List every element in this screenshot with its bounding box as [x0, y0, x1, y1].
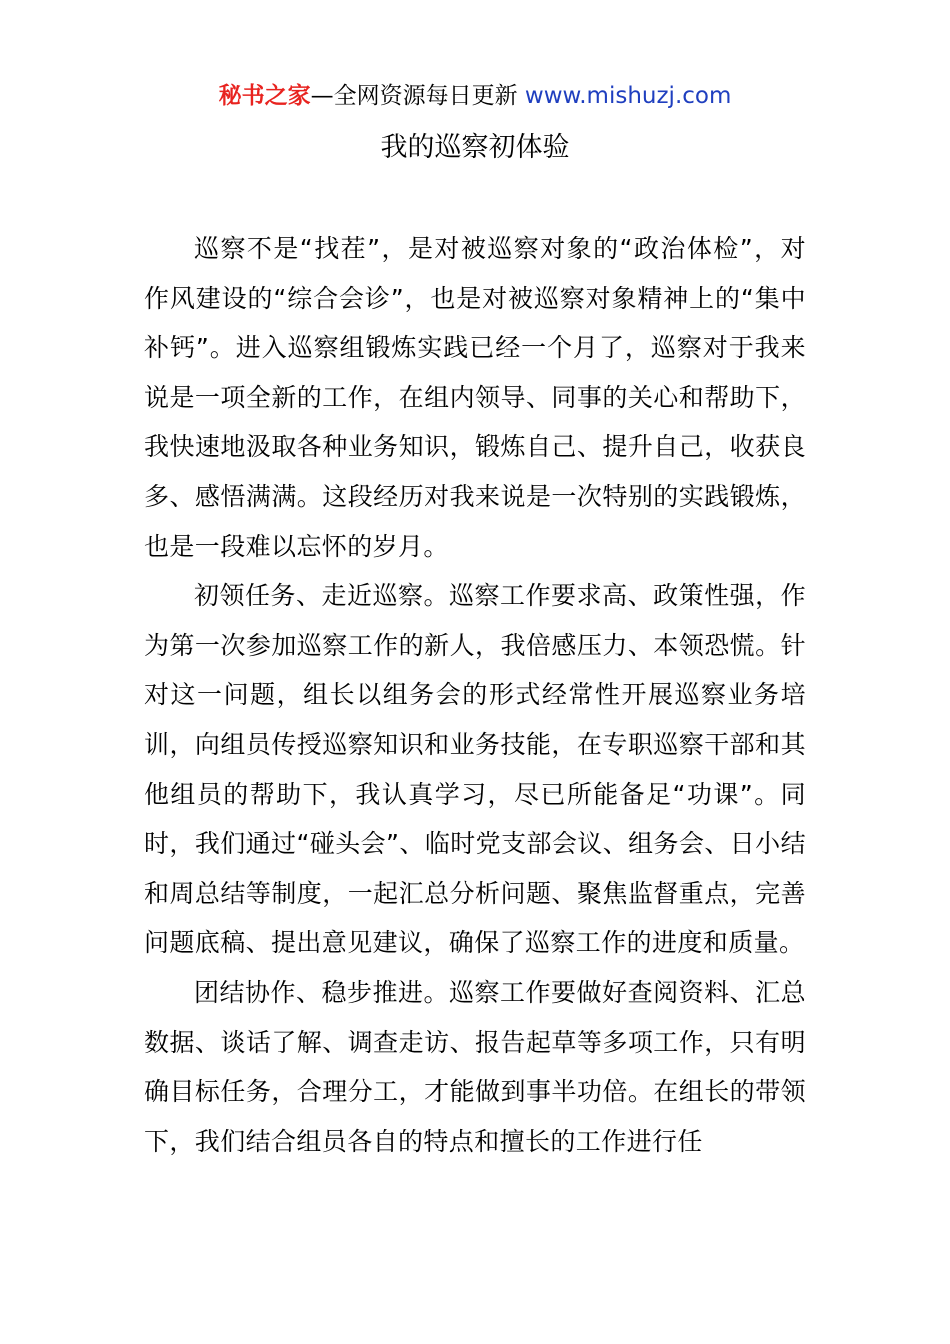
site-slogan: —全网资源每日更新 [310, 83, 518, 109]
paragraph-teamwork: 团结协作、稳步推进。巡察工作要做好查阅资料、汇总数据、谈话了解、调查走访、报告起草等多项工作，只有明确目标任务，合理分工，才能做到事半功倍。在组长的带领下，我们结合组员各自的特点和擅长的工作进行任 [144, 977, 806, 1156]
paragraph-first-task: 初领任务、走近巡察。巡察工作要求高、政策性强，作为第一次参加巡察工作的新人，我倍感压力、本领恐慌。针对这一问题，组长以组务会的形式经常性开展巡察业务培训，向组员传授巡察知识和业务技能，在专职巡察干部和其他组员的帮助下，我认真学习，尽已所能备足“功课”。同时，我们通过“碰头会”、临时党支部会议、组务会、日小结和周总结等制度，一起汇总分析问题、聚焦监督重点，完善问题底稿、提出意见建议，确保了巡察工作的进度和质量。 [144, 581, 806, 958]
document-title: 我的巡察初体验 [380, 132, 570, 163]
document-body [144, 224, 806, 1166]
site-brand: 秘书之家 [218, 83, 311, 109]
paragraph-intro: 巡察不是“找茬”，是对被巡察对象的“政治体检”，对作风建设的“综合会诊”，也是对被巡察对象精神上的“集中补钙”。进入巡察组锻炼实践已经一个月了，巡察对于我来说是一项全新的工作，在组内领导、同事的关心和帮助下，我快速地汲取各种业务知识，锻炼自己、提升自己，收获良多、感悟满满。这段经历对我来说是一次特别的实践锻炼，也是一段难以忘怀的岁月。 [144, 234, 806, 561]
site-url-link[interactable]: www.mishuzj.com [524, 83, 732, 109]
site-header [0, 80, 950, 112]
